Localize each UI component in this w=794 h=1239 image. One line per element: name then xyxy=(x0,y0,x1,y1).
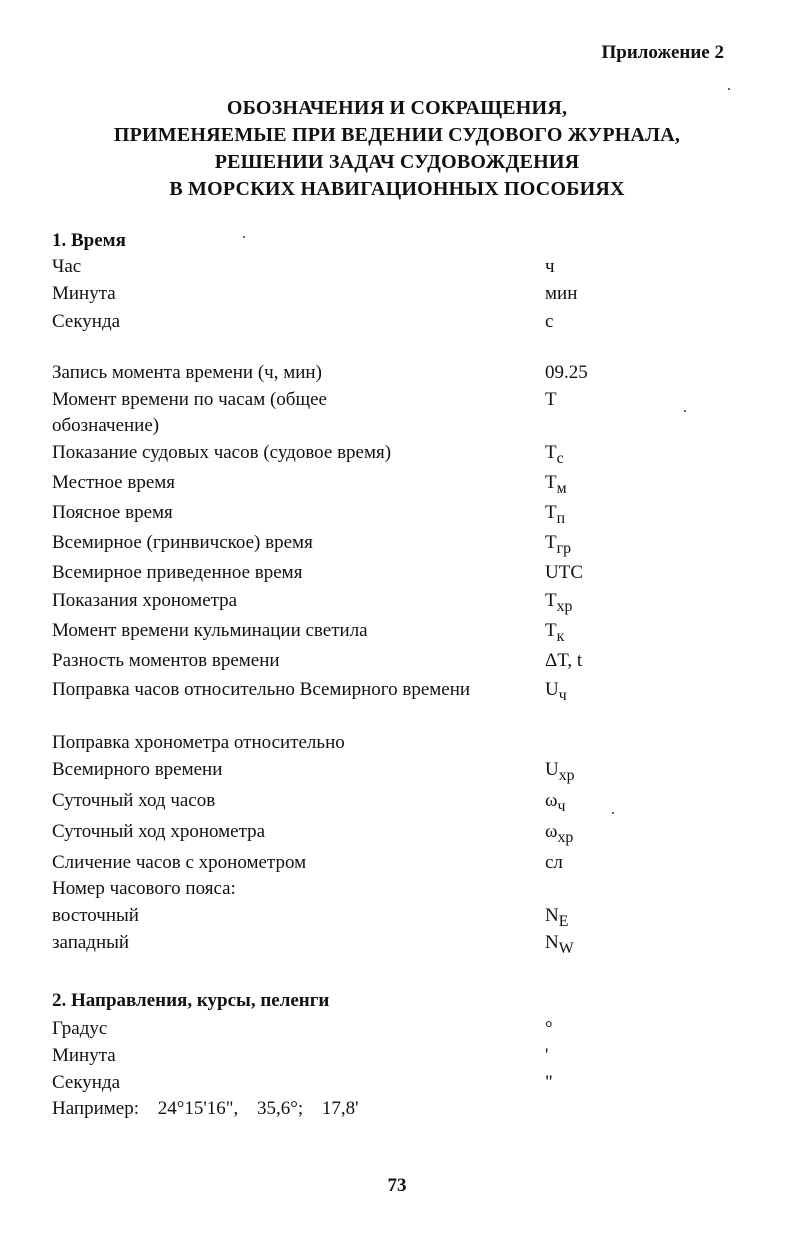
term: Минута xyxy=(52,283,116,304)
symbol: $U_{хр}$ xyxy=(545,759,575,784)
title-line: ПРИМЕНЯЕМЫЕ ПРИ ВЕДЕНИИ СУДОВОГО ЖУРНАЛА, xyxy=(113,124,681,146)
term: Градус xyxy=(52,1018,108,1039)
symbol: $\omega_ч$ xyxy=(545,790,566,815)
symbol-subscript: хр xyxy=(557,828,574,846)
term: Местное время xyxy=(52,472,176,493)
symbol-subscript: хр xyxy=(556,597,573,615)
symbol-subscript: хр xyxy=(558,766,575,784)
term: Показания хронометра xyxy=(52,590,238,611)
symbol: $N_W$ xyxy=(545,932,574,957)
term: Разность моментов времени xyxy=(52,650,280,671)
example-label: Например: xyxy=(52,1098,139,1119)
title-line: РЕШЕНИИ ЗАДАЧ СУДОВОЖДЕНИЯ xyxy=(214,151,580,173)
symbol: T xyxy=(545,389,557,410)
term: Сличение часов с хронометром xyxy=(52,852,307,873)
section-title-directions: 2. Направления, курсы, пеленги xyxy=(52,990,330,1011)
symbol: ' xyxy=(545,1045,549,1066)
symbol: $\omega_{хр}$ xyxy=(545,821,574,846)
section-title-time: 1. Время xyxy=(52,230,126,251)
symbol: $U_ч$ xyxy=(545,679,567,704)
term: Поправка хронометра относительно xyxy=(52,732,345,753)
symbol: $T_{гр}$ xyxy=(545,532,572,557)
symbol-subscript: гр xyxy=(556,539,572,557)
term: Поправка часов относительно Всемирного времени xyxy=(52,679,471,700)
example-value: 24°15'16", xyxy=(157,1098,239,1119)
title-line: ОБОЗНАЧЕНИЯ И СОКРАЩЕНИЯ, xyxy=(226,97,568,119)
term: Минута xyxy=(52,1045,116,1066)
symbol-subscript: W xyxy=(558,939,574,957)
symbol: с xyxy=(545,311,554,332)
symbol: " xyxy=(545,1072,553,1093)
term: Запись момента времени (ч, мин) xyxy=(52,362,322,383)
title-line: В МОРСКИХ НАВИГАЦИОННЫХ ПОСОБИЯХ xyxy=(169,178,625,200)
term: Поясное время xyxy=(52,502,173,523)
symbol: ° xyxy=(545,1018,553,1039)
term: Показание судовых часов (судовое время) xyxy=(52,442,392,463)
symbol-subscript: к xyxy=(556,627,565,645)
symbol: $T_{хр}$ xyxy=(545,590,573,615)
symbol-subscript: с xyxy=(556,449,564,467)
term: Всемирного времени xyxy=(52,759,223,780)
example-line xyxy=(52,1098,373,1120)
symbol: $T_с$ xyxy=(545,442,564,467)
symbol: $N_E$ xyxy=(545,905,569,930)
term: Час xyxy=(52,256,82,277)
symbol: $T_к$ xyxy=(545,620,565,645)
symbol: $T_п$ xyxy=(545,502,566,527)
term: Суточный ход хронометра xyxy=(52,821,266,842)
term: Всемирное приведенное время xyxy=(52,562,303,583)
example-value: 35,6°; xyxy=(257,1098,304,1119)
symbol: 09.25 xyxy=(545,362,588,383)
document-title xyxy=(0,95,794,203)
symbol: UTC xyxy=(545,562,583,583)
term: Всемирное (гринвичское) время xyxy=(52,532,313,553)
symbol-subscript: E xyxy=(558,912,569,930)
scan-speck xyxy=(243,236,245,238)
scan-speck xyxy=(684,410,686,412)
scan-speck xyxy=(728,88,730,90)
symbol-subscript: п xyxy=(556,509,566,527)
symbol: мин xyxy=(545,283,578,304)
symbol-subscript: ч xyxy=(558,686,567,704)
symbol-subscript: м xyxy=(556,479,567,497)
symbol: сл xyxy=(545,852,563,873)
term: восточный xyxy=(52,905,139,926)
symbol: $T_м$ xyxy=(545,472,567,497)
example-value: 17,8' xyxy=(321,1098,359,1119)
scan-speck xyxy=(612,812,614,814)
term: Момент времени по часам (общее обозначение) xyxy=(52,389,327,436)
page-number: 73 xyxy=(387,1175,407,1196)
term: Суточный ход часов xyxy=(52,790,216,811)
term: Номер часового пояса: xyxy=(52,878,236,899)
term: западный xyxy=(52,932,130,953)
term: Момент времени кульминации светила xyxy=(52,620,368,641)
symbol: ΔT, t xyxy=(545,650,583,671)
term: Секунда xyxy=(52,1072,121,1093)
appendix-label: Приложение 2 xyxy=(601,42,724,63)
term: Секунда xyxy=(52,311,121,332)
symbol: ч xyxy=(545,256,555,277)
symbol-subscript: ч xyxy=(557,797,566,815)
